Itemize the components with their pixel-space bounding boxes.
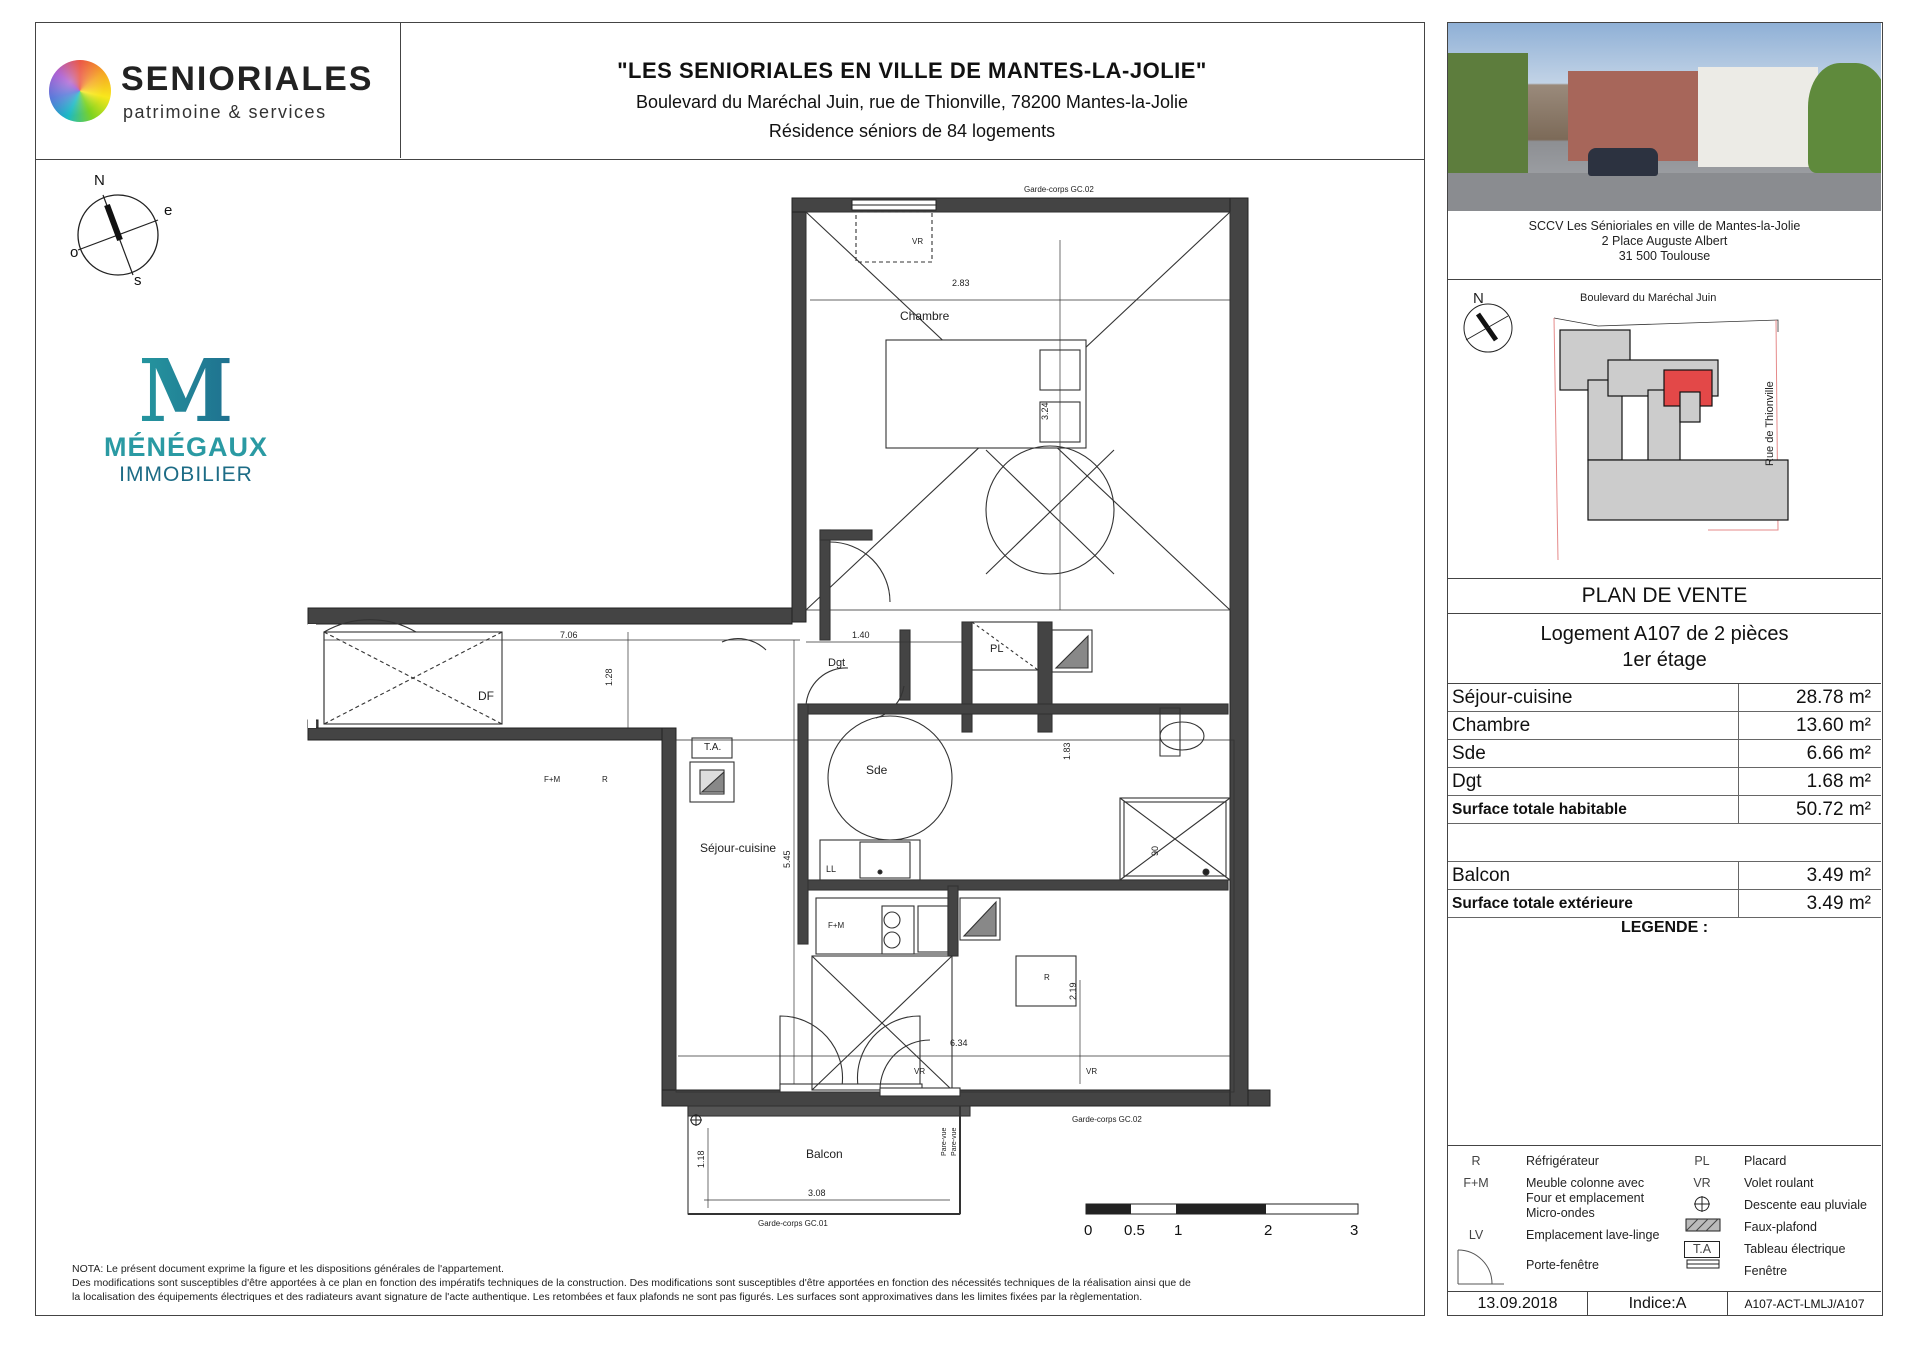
- note-line-1: NOTA: Le présent document exprime la figure et les dispositions générales de l'appartement.: [72, 1263, 504, 1275]
- building-photo: [1448, 23, 1881, 211]
- porte-fenetre-icon: [1454, 1246, 1508, 1288]
- balcon-label: Balcon: [1452, 864, 1511, 886]
- site-north: N: [1473, 290, 1484, 307]
- areas-table: [1448, 683, 1881, 918]
- legend-fp-text: Faux-plafond: [1744, 1220, 1817, 1234]
- legend-fm-text-2: Four et emplacement: [1526, 1191, 1645, 1205]
- label-vr-3: VR: [1086, 1067, 1098, 1076]
- legend-ta-abbr: T.A: [1684, 1241, 1720, 1258]
- footer-date: 13.09.2018: [1448, 1292, 1588, 1315]
- floor-plan-drawing: [300, 180, 1400, 1250]
- site-street-1: Boulevard du Maréchal Juin: [1580, 292, 1717, 304]
- company-address: [1448, 219, 1881, 264]
- note-line-3: la localisation des équipements électriques et des radiateurs avant signature de l'acte authentique. Les retombées et faux plafonds ne sont pas figurés. Les surfaces sont approximatives dans les limites fixées par la règlementation.: [72, 1291, 1143, 1303]
- compass-s: s: [134, 272, 142, 289]
- company-line-1: SCCV Les Sénioriales en ville de Mantes-la-Jolie: [1528, 219, 1801, 233]
- legend-r-abbr: R: [1471, 1154, 1481, 1168]
- dim-308: 3.08: [808, 1188, 826, 1198]
- legend-r-text: Réfrigérateur: [1526, 1154, 1599, 1168]
- senioriales-logo: [35, 22, 401, 158]
- legend-vr-text: Volet roulant: [1744, 1176, 1814, 1190]
- label-fm-1: F+M: [544, 775, 561, 784]
- label-vr-2: VR: [914, 1067, 926, 1076]
- legend: [1448, 1145, 1881, 1303]
- balcon-row: [1448, 862, 1881, 890]
- label-ta: T.A.: [704, 742, 722, 753]
- legend-lv-text: Emplacement lave-linge: [1526, 1228, 1660, 1242]
- note-line-2: Des modifications sont susceptibles d'être apportées à ce plan en fonction des impératifs techniques de la construction. Des modifications sont susceptibles d'être apportées en fonction des nécessités techniques de la réalisation ainsi que de: [72, 1277, 1191, 1289]
- dim-219: 2.19: [1068, 982, 1078, 1000]
- label-fm-2: F+M: [828, 921, 845, 930]
- footer: [1448, 1291, 1881, 1315]
- dim-706: 7.06: [560, 630, 578, 640]
- logement-title: [1448, 621, 1881, 673]
- legend-vr-abbr: VR: [1693, 1176, 1711, 1190]
- dim-324: 3.24: [1040, 402, 1050, 420]
- floor-plan: [300, 180, 1400, 1250]
- scale-0: 0: [1084, 1222, 1093, 1239]
- label-sejour: Séjour-cuisine: [700, 841, 777, 855]
- total-habitable-label: Surface totale habitable: [1452, 800, 1627, 818]
- site-plan-drawing: [1448, 280, 1881, 576]
- legend-fm-text-3: Micro-ondes: [1526, 1206, 1595, 1220]
- downpipe-legend-icon: [1692, 1194, 1712, 1214]
- scale-3: 3: [1350, 1222, 1359, 1239]
- dim-118: 1.18: [696, 1150, 706, 1168]
- logement-name: Logement A107 de 2 pièces: [1540, 623, 1789, 645]
- garde-corps-top: Garde-corps GC.02: [1024, 185, 1094, 194]
- address: Boulevard du Maréchal Juin, rue de Thionville, 78200 Mantes-la-Jolie: [636, 92, 1188, 112]
- garde-corps-bottom-left: Garde-corps GC.01: [758, 1219, 828, 1228]
- scale-bar: [1086, 1204, 1358, 1214]
- plan-de-vente-title: PLAN DE VENTE: [1448, 584, 1881, 614]
- total-exterieure-row: [1448, 890, 1881, 918]
- area-value: 6.66 m²: [1738, 740, 1881, 767]
- scale-05: 0.5: [1124, 1222, 1145, 1239]
- area-row: [1448, 740, 1881, 768]
- faux-plafond-icon: [1684, 1216, 1724, 1234]
- company-line-2: 2 Place Auguste Albert: [1601, 234, 1728, 248]
- legend-pf-text: Porte-fenêtre: [1526, 1258, 1599, 1272]
- site-plan: [1448, 279, 1881, 579]
- scale-1: 1: [1174, 1222, 1183, 1239]
- pare-vue-2: Pare-vue: [951, 1127, 958, 1156]
- fenetre-icon: [1686, 1258, 1722, 1272]
- dim-128: 1.28: [604, 668, 614, 686]
- spacer-row: [1448, 824, 1881, 862]
- dim-140: 1.40: [852, 630, 870, 640]
- garde-corps-bottom-right: Garde-corps GC.02: [1072, 1115, 1142, 1124]
- legend-fm-abbr: F+M: [1463, 1176, 1489, 1190]
- dim-90: 90: [1150, 845, 1160, 856]
- legend-fm-text-1: Meuble colonne avec: [1526, 1176, 1645, 1190]
- legend-ta-text: Tableau électrique: [1744, 1242, 1846, 1256]
- area-label: Sde: [1452, 742, 1486, 764]
- total-exterieure-label: Surface totale extérieure: [1452, 894, 1633, 912]
- menegaux-name: MÉNÉGAUX: [103, 432, 268, 462]
- compass-o: o: [70, 244, 79, 261]
- label-ll: LL: [826, 864, 837, 874]
- header: [35, 22, 1425, 160]
- balcon-value: 3.49 m²: [1738, 862, 1881, 889]
- menegaux-logo: [96, 341, 276, 487]
- legend-pl-abbr: PL: [1694, 1154, 1710, 1168]
- dim-634: 6.34: [950, 1038, 968, 1048]
- area-value: 13.60 m²: [1738, 712, 1881, 739]
- logo-ball-icon: [49, 60, 111, 122]
- scale-2: 2: [1264, 1222, 1273, 1239]
- area-label: Dgt: [1452, 770, 1482, 792]
- compass-e: e: [164, 202, 173, 219]
- label-vr-1: VR: [912, 237, 924, 246]
- area-label: Chambre: [1452, 714, 1531, 736]
- total-habitable-row: [1448, 796, 1881, 824]
- area-value: 1.68 m²: [1738, 768, 1881, 795]
- legend-pl-text: Placard: [1744, 1154, 1787, 1168]
- compass-n: N: [94, 172, 105, 189]
- label-r-2: R: [1044, 973, 1050, 982]
- footer-indice: Indice:A: [1588, 1292, 1728, 1315]
- logo-tagline: patrimoine & services: [123, 102, 327, 122]
- site-street-2: Rue de Thionville: [1764, 381, 1776, 466]
- dim-183: 1.83: [1062, 742, 1072, 760]
- total-exterieure-value: 3.49 m²: [1738, 890, 1881, 917]
- area-label: Séjour-cuisine: [1452, 686, 1573, 708]
- menegaux-glyph: M: [96, 354, 276, 430]
- label-chambre: Chambre: [900, 309, 950, 323]
- header-text: [401, 22, 1423, 158]
- legal-note: [72, 1262, 1392, 1304]
- area-row: [1448, 768, 1881, 796]
- footer-reference: A107-ACT-LMLJ/A107: [1744, 1296, 1865, 1311]
- area-value: 28.78 m²: [1738, 684, 1881, 711]
- legende-title: LEGENDE :: [1620, 919, 1709, 936]
- menegaux-sub: IMMOBILIER: [119, 463, 253, 486]
- company-line-3: 31 500 Toulouse: [1618, 249, 1711, 263]
- legend-lv-abbr: LV: [1468, 1228, 1484, 1242]
- label-r-1: R: [602, 775, 608, 784]
- label-sde: Sde: [866, 763, 888, 777]
- total-habitable-value: 50.72 m²: [1738, 796, 1881, 823]
- info-panel: [1447, 22, 1883, 1316]
- dim-283: 2.83: [952, 278, 970, 288]
- label-df: DF: [478, 689, 494, 703]
- logo-wordmark: SENIORIALES: [121, 60, 374, 98]
- compass-icon: [62, 168, 192, 298]
- pare-vue-1: Pare-vue: [941, 1127, 948, 1156]
- label-balcon: Balcon: [806, 1147, 843, 1161]
- document-title: "LES SENIORIALES EN VILLE DE MANTES-LA-JOLIE": [617, 58, 1207, 83]
- dim-545: 5.45: [782, 850, 792, 868]
- label-dgt: Dgt: [828, 657, 846, 669]
- compass-rose: [62, 168, 192, 298]
- legend-dep-text: Descente eau pluviale: [1744, 1198, 1867, 1212]
- area-row: [1448, 684, 1881, 712]
- label-pl: PL: [990, 643, 1004, 655]
- area-row: [1448, 712, 1881, 740]
- residence-subtitle: Résidence séniors de 84 logements: [768, 121, 1056, 141]
- legend-fe-text: Fenêtre: [1744, 1264, 1788, 1278]
- logement-floor: 1er étage: [1622, 649, 1707, 671]
